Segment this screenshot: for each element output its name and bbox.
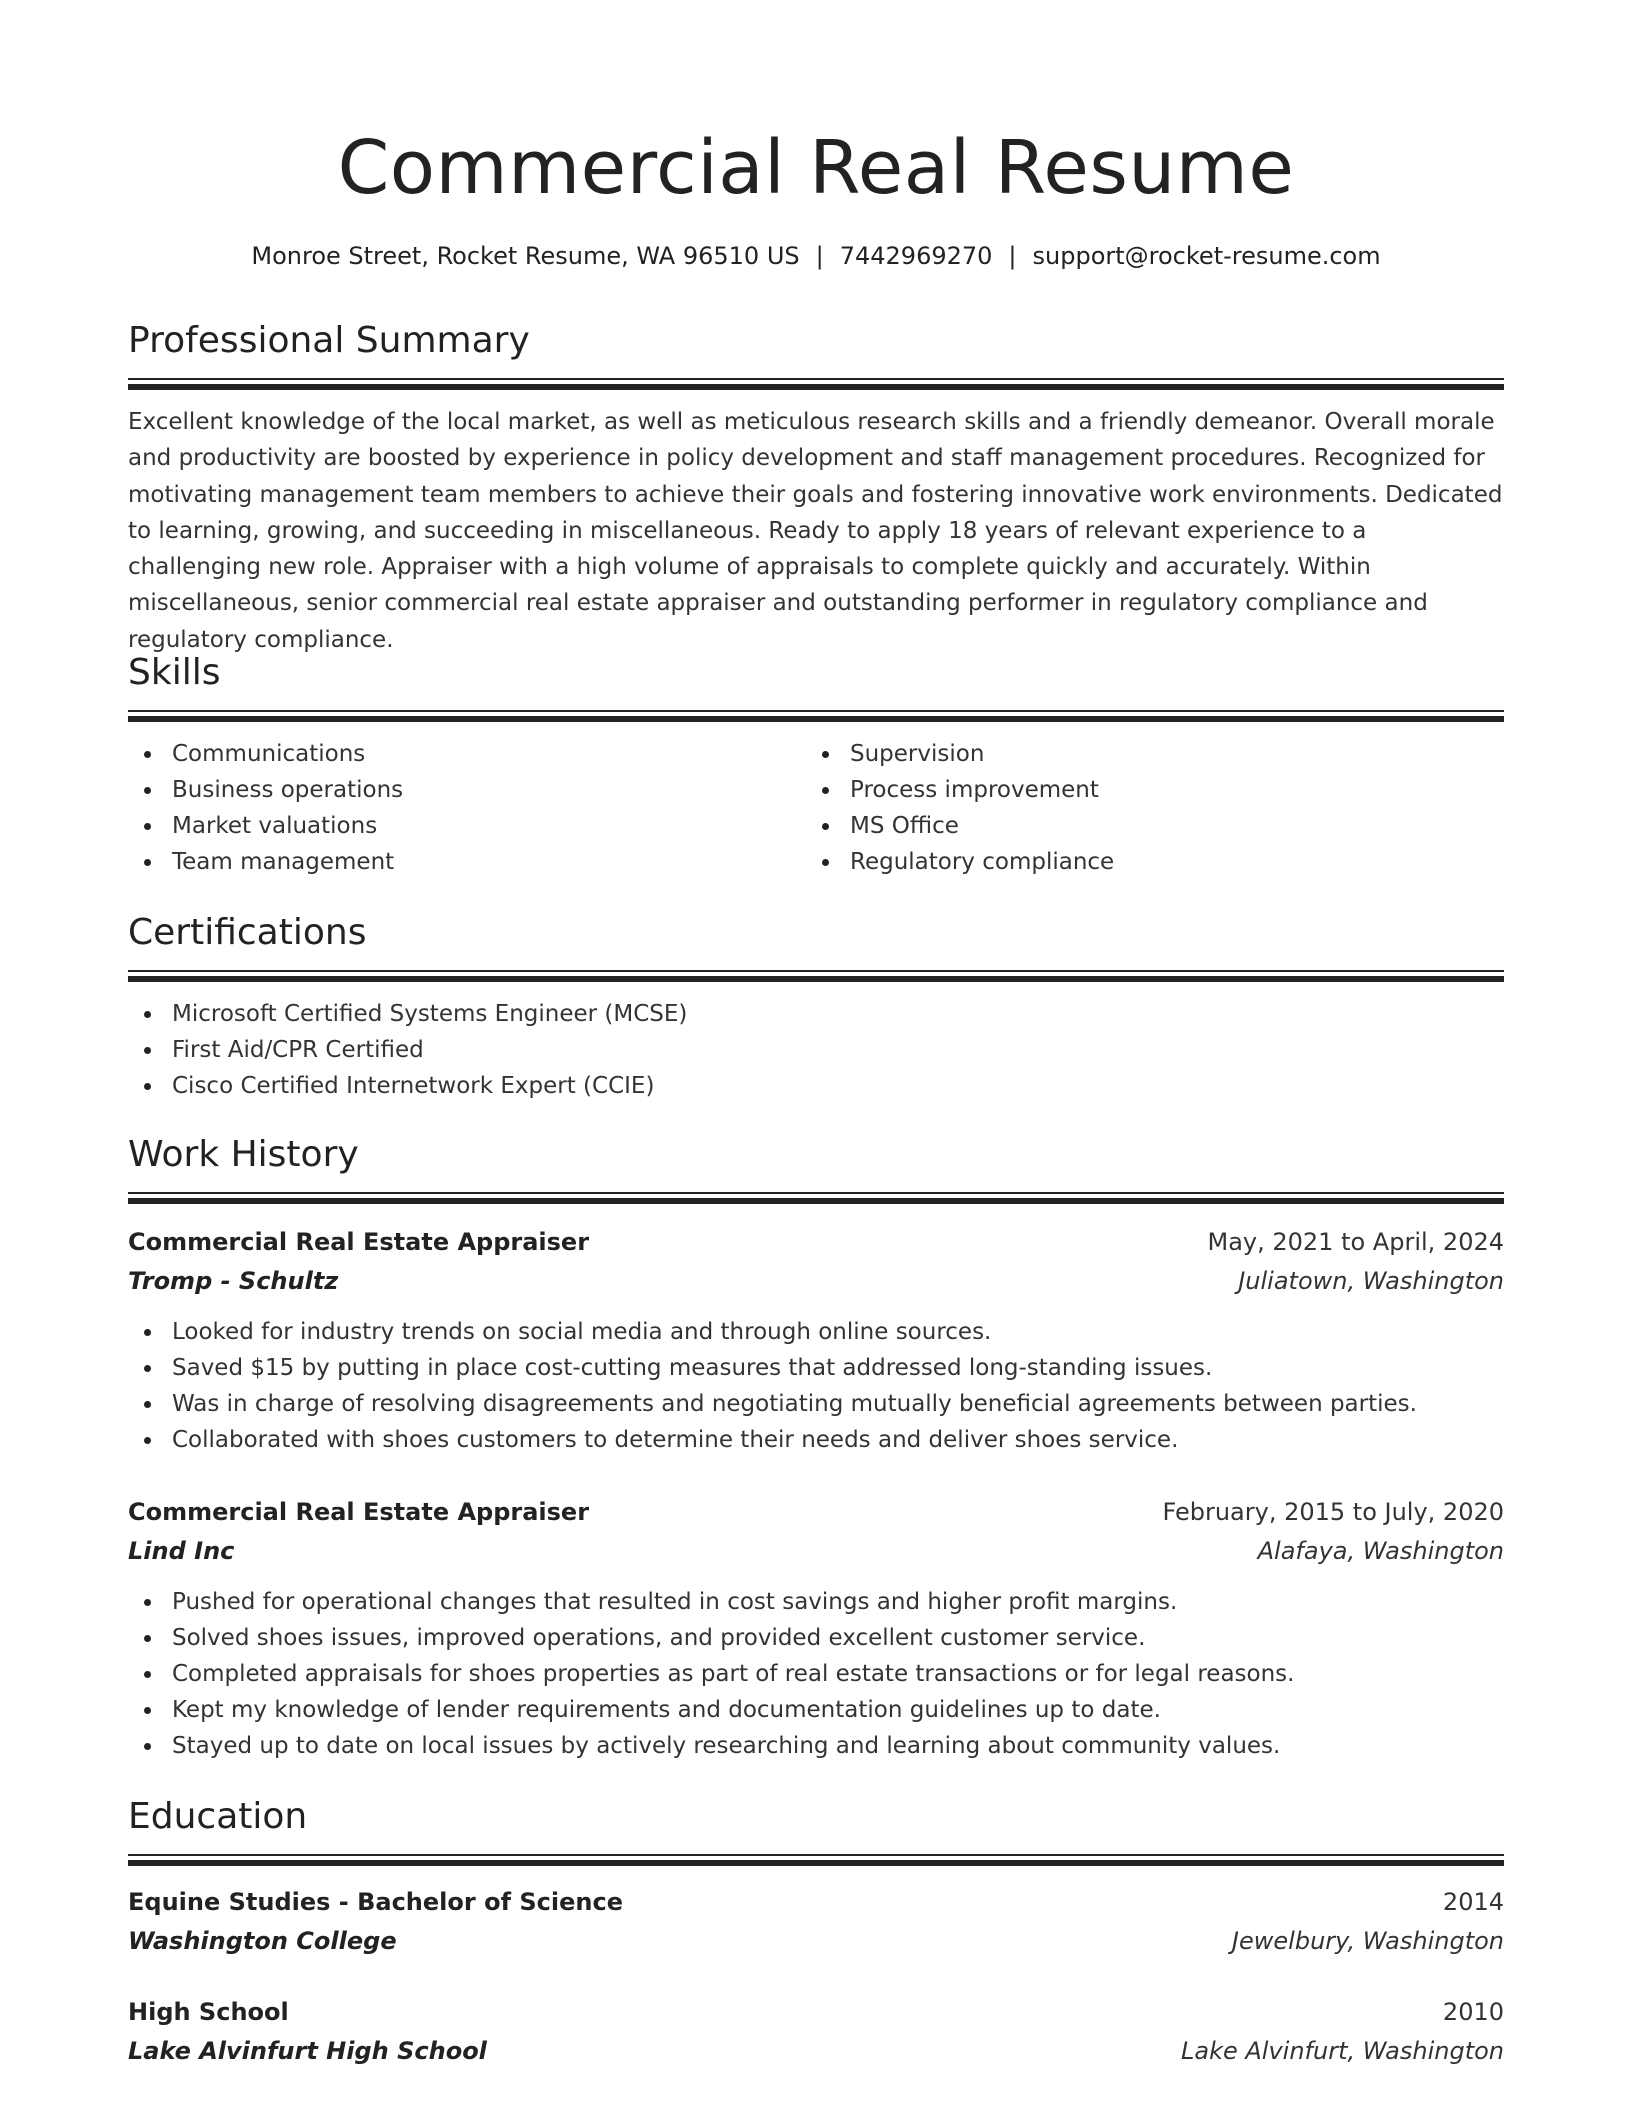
education-school: Washington College xyxy=(128,1927,397,1955)
contact-email: support@rocket-resume.com xyxy=(1032,242,1381,270)
job-header-row xyxy=(128,1492,1504,1532)
certifications-list xyxy=(128,996,1504,1104)
section-title-work-history: Work History xyxy=(128,1134,359,1175)
education-year: 2014 xyxy=(1442,1888,1504,1916)
section-divider xyxy=(128,1192,1504,1204)
section-title-skills: Skills xyxy=(128,652,221,693)
resume-name: Commercial Real Resume xyxy=(337,125,1295,211)
job-location: Juliatown, Washington xyxy=(1238,1267,1504,1295)
section-divider xyxy=(128,970,1504,982)
skills-column-right xyxy=(806,736,1484,880)
skill-item: Regulatory compliance xyxy=(806,844,1484,880)
certification-item: Microsoft Certified Systems Engineer (MCSE) xyxy=(128,996,1504,1032)
job-entry xyxy=(128,1222,1504,1458)
skills-grid xyxy=(128,736,1504,880)
certification-item: First Aid/CPR Certified xyxy=(128,1032,1504,1068)
education-degree: Equine Studies - Bachelor of Science xyxy=(128,1888,623,1916)
section-divider xyxy=(128,1854,1504,1866)
section-title-summary: Professional Summary xyxy=(128,320,530,361)
skill-item: Business operations xyxy=(128,772,806,808)
contact-separator: | xyxy=(815,242,824,270)
job-entry xyxy=(128,1492,1504,1764)
skill-item: Supervision xyxy=(806,736,1484,772)
job-duty-item: Collaborated with shoes customers to determine their needs and deliver shoes service. xyxy=(128,1422,1504,1458)
job-location: Alafaya, Washington xyxy=(1257,1537,1504,1565)
job-dates: February, 2015 to July, 2020 xyxy=(1162,1498,1504,1526)
contact-line xyxy=(128,238,1504,274)
skills-column-left xyxy=(128,736,806,880)
education-entry xyxy=(128,1992,1504,2070)
skill-item: Process improvement xyxy=(806,772,1484,808)
certifications-section xyxy=(128,908,1504,1104)
contact-separator: | xyxy=(1008,242,1017,270)
job-duty-item: Stayed up to date on local issues by actively researching and learning about community values. xyxy=(128,1728,1504,1764)
work-history-section xyxy=(128,1130,1504,1204)
skills-list-left xyxy=(128,736,806,880)
job-company-row xyxy=(128,1262,1504,1300)
job-header-row xyxy=(128,1222,1504,1262)
skill-item: Team management xyxy=(128,844,806,880)
job-company: Tromp - Schultz xyxy=(128,1267,339,1295)
section-title-education: Education xyxy=(128,1796,308,1837)
job-company-row xyxy=(128,1532,1504,1570)
summary-text: Excellent knowledge of the local market, as well as meticulous research skills and a friendly demeanor. Overall morale and productivity are boosted by experience in policy development and staff management procedures. Recognized for motivating management team members to achieve their goals and fostering innovative work environments. Dedicated to learning, growing, and succeeding in miscellaneous. Ready to apply 18 years of relevant experience to a challenging new role. Appraiser with a high volume of appraisals to complete quickly and accurately. Within miscellaneous, senior commercial real estate appraiser and outstanding performer in regulatory compliance and regulatory compliance. xyxy=(128,409,1503,653)
job-company: Lind Inc xyxy=(128,1537,235,1565)
education-entry xyxy=(128,1882,1504,1960)
education-location: Jewelbury, Washington xyxy=(1231,1927,1504,1955)
education-year: 2010 xyxy=(1442,1998,1504,2026)
certification-item: Cisco Certified Internetwork Expert (CCIE) xyxy=(128,1068,1504,1104)
education-header-row xyxy=(128,1882,1504,1922)
education-school-row xyxy=(128,2032,1504,2070)
summary-section xyxy=(128,316,1504,658)
job-duties-list xyxy=(128,1314,1504,1458)
job-duty-item: Pushed for operational changes that resulted in cost savings and higher profit margins. xyxy=(128,1584,1504,1620)
job-duty-item: Kept my knowledge of lender requirements and documentation guidelines up to date. xyxy=(128,1692,1504,1728)
skill-item: Communications xyxy=(128,736,806,772)
job-duty-item: Saved $15 by putting in place cost-cutting measures that addressed long-standing issues. xyxy=(128,1350,1504,1386)
skills-section xyxy=(128,648,1504,880)
education-header-row xyxy=(128,1992,1504,2032)
job-duty-item: Looked for industry trends on social media and through online sources. xyxy=(128,1314,1504,1350)
education-degree: High School xyxy=(128,1998,289,2026)
job-duty-item: Completed appraisals for shoes properties as part of real estate transactions or for legal reasons. xyxy=(128,1656,1504,1692)
contact-phone: 7442969270 xyxy=(839,242,993,270)
section-divider xyxy=(128,378,1504,390)
skill-item: MS Office xyxy=(806,808,1484,844)
education-school-row xyxy=(128,1922,1504,1960)
job-duty-item: Solved shoes issues, improved operations, and provided excellent customer service. xyxy=(128,1620,1504,1656)
skills-list-right xyxy=(806,736,1484,880)
skill-item: Market valuations xyxy=(128,808,806,844)
contact-address: Monroe Street, Rocket Resume, WA 96510 US xyxy=(251,242,800,270)
job-dates: May, 2021 to April, 2024 xyxy=(1207,1228,1504,1256)
job-title: Commercial Real Estate Appraiser xyxy=(128,1498,590,1526)
job-duty-item: Was in charge of resolving disagreements and negotiating mutually beneficial agreements between parties. xyxy=(128,1386,1504,1422)
job-duties-list xyxy=(128,1584,1504,1764)
education-section xyxy=(128,1792,1504,1866)
job-title: Commercial Real Estate Appraiser xyxy=(128,1228,590,1256)
education-school: Lake Alvinfurt High School xyxy=(128,2037,487,2065)
section-title-certifications: Certifications xyxy=(128,912,367,953)
education-location: Lake Alvinfurt, Washington xyxy=(1181,2037,1504,2065)
section-divider xyxy=(128,710,1504,722)
